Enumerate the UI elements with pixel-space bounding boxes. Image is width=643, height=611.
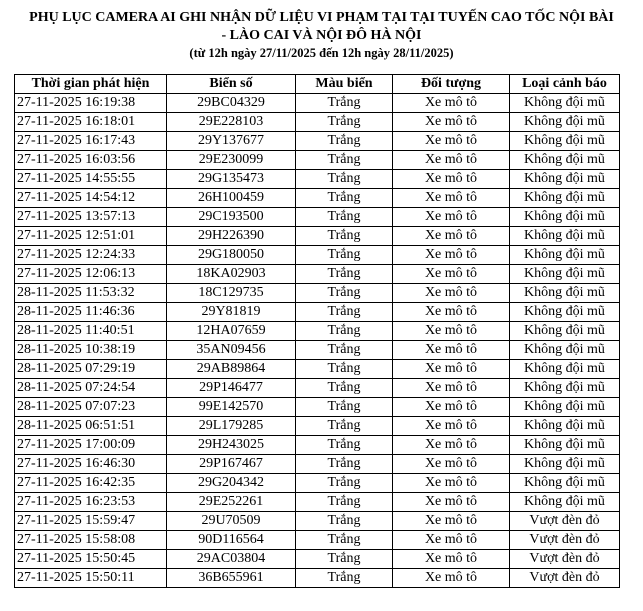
cell-plate-number: 29G180050 <box>167 246 296 265</box>
cell-detection-time: 27-11-2025 12:51:01 <box>15 227 167 246</box>
table-row <box>15 531 620 550</box>
cell-plate-number: 29E230099 <box>167 151 296 170</box>
cell-warning-type: Không đội mũ <box>510 436 620 455</box>
cell-detection-time: 28-11-2025 07:24:54 <box>15 379 167 398</box>
cell-vehicle-type: Xe mô tô <box>393 170 510 189</box>
cell-detection-time: 27-11-2025 16:23:53 <box>15 493 167 512</box>
header-plate-number: Biển số <box>167 75 296 94</box>
table-header-row <box>15 75 620 94</box>
cell-warning-type: Không đội mũ <box>510 189 620 208</box>
cell-plate-number: 29E252261 <box>167 493 296 512</box>
cell-warning-type: Không đội mũ <box>510 113 620 132</box>
cell-detection-time: 28-11-2025 07:07:23 <box>15 398 167 417</box>
cell-vehicle-type: Xe mô tô <box>393 512 510 531</box>
cell-detection-time: 27-11-2025 15:59:47 <box>15 512 167 531</box>
table-row <box>15 474 620 493</box>
cell-warning-type: Vượt đèn đỏ <box>510 531 620 550</box>
header-vehicle-type: Đối tượng <box>393 75 510 94</box>
table-row <box>15 493 620 512</box>
table-row <box>15 151 620 170</box>
cell-vehicle-type: Xe mô tô <box>393 246 510 265</box>
cell-warning-type: Không đội mũ <box>510 398 620 417</box>
table-row <box>15 455 620 474</box>
cell-warning-type: Vượt đèn đỏ <box>510 569 620 588</box>
cell-plate-color: Trắng <box>296 417 393 436</box>
table-row <box>15 170 620 189</box>
cell-vehicle-type: Xe mô tô <box>393 550 510 569</box>
cell-plate-color: Trắng <box>296 474 393 493</box>
cell-detection-time: 27-11-2025 14:55:55 <box>15 170 167 189</box>
cell-warning-type: Không đội mũ <box>510 360 620 379</box>
cell-plate-number: 99E142570 <box>167 398 296 417</box>
table-row <box>15 379 620 398</box>
cell-vehicle-type: Xe mô tô <box>393 113 510 132</box>
cell-vehicle-type: Xe mô tô <box>393 227 510 246</box>
cell-detection-time: 27-11-2025 16:18:01 <box>15 113 167 132</box>
cell-plate-color: Trắng <box>296 379 393 398</box>
cell-warning-type: Không đội mũ <box>510 455 620 474</box>
cell-detection-time: 27-11-2025 13:57:13 <box>15 208 167 227</box>
cell-vehicle-type: Xe mô tô <box>393 322 510 341</box>
cell-warning-type: Không đội mũ <box>510 132 620 151</box>
cell-plate-number: 29E228103 <box>167 113 296 132</box>
cell-detection-time: 27-11-2025 15:50:11 <box>15 569 167 588</box>
cell-detection-time: 27-11-2025 14:54:12 <box>15 189 167 208</box>
cell-warning-type: Không đội mũ <box>510 246 620 265</box>
cell-plate-color: Trắng <box>296 265 393 284</box>
cell-vehicle-type: Xe mô tô <box>393 189 510 208</box>
cell-plate-color: Trắng <box>296 531 393 550</box>
cell-plate-number: 35AN09456 <box>167 341 296 360</box>
table-row <box>15 227 620 246</box>
cell-plate-number: 29Y81819 <box>167 303 296 322</box>
cell-detection-time: 27-11-2025 12:06:13 <box>15 265 167 284</box>
cell-vehicle-type: Xe mô tô <box>393 284 510 303</box>
cell-vehicle-type: Xe mô tô <box>393 474 510 493</box>
cell-plate-number: 29H243025 <box>167 436 296 455</box>
cell-vehicle-type: Xe mô tô <box>393 265 510 284</box>
cell-vehicle-type: Xe mô tô <box>393 436 510 455</box>
header-detection-time: Thời gian phát hiện <box>15 75 167 94</box>
cell-warning-type: Không đội mũ <box>510 284 620 303</box>
cell-detection-time: 28-11-2025 11:40:51 <box>15 322 167 341</box>
cell-warning-type: Không đội mũ <box>510 474 620 493</box>
cell-detection-time: 28-11-2025 06:51:51 <box>15 417 167 436</box>
table-row <box>15 94 620 113</box>
cell-warning-type: Không đội mũ <box>510 265 620 284</box>
cell-warning-type: Không đội mũ <box>510 341 620 360</box>
table-row <box>15 436 620 455</box>
cell-vehicle-type: Xe mô tô <box>393 417 510 436</box>
table-row <box>15 360 620 379</box>
cell-vehicle-type: Xe mô tô <box>393 151 510 170</box>
cell-warning-type: Không đội mũ <box>510 208 620 227</box>
cell-plate-color: Trắng <box>296 246 393 265</box>
cell-vehicle-type: Xe mô tô <box>393 398 510 417</box>
cell-warning-type: Không đội mũ <box>510 493 620 512</box>
table-row <box>15 246 620 265</box>
cell-warning-type: Không đội mũ <box>510 379 620 398</box>
cell-plate-number: 18C129735 <box>167 284 296 303</box>
cell-detection-time: 27-11-2025 16:03:56 <box>15 151 167 170</box>
violation-table <box>14 74 620 588</box>
cell-plate-color: Trắng <box>296 151 393 170</box>
cell-plate-color: Trắng <box>296 398 393 417</box>
cell-warning-type: Không đội mũ <box>510 227 620 246</box>
cell-detection-time: 27-11-2025 15:50:45 <box>15 550 167 569</box>
cell-plate-color: Trắng <box>296 170 393 189</box>
cell-vehicle-type: Xe mô tô <box>393 455 510 474</box>
cell-detection-time: 27-11-2025 12:24:33 <box>15 246 167 265</box>
cell-plate-number: 29P146477 <box>167 379 296 398</box>
cell-plate-number: 29Y137677 <box>167 132 296 151</box>
document-title-line-1: PHỤ LỤC CAMERA AI GHI NHẬN DỮ LIỆU VI PHẠM TẠI TẠI TUYẾN CAO TỐC NỘI BÀI <box>29 10 614 25</box>
cell-vehicle-type: Xe mô tô <box>393 94 510 113</box>
cell-vehicle-type: Xe mô tô <box>393 569 510 588</box>
cell-vehicle-type: Xe mô tô <box>393 341 510 360</box>
table-row <box>15 113 620 132</box>
cell-plate-number: 12HA07659 <box>167 322 296 341</box>
cell-detection-time: 27-11-2025 17:00:09 <box>15 436 167 455</box>
cell-plate-color: Trắng <box>296 322 393 341</box>
document-subtitle: (từ 12h ngày 27/11/2025 đến 12h ngày 28/11/2025) <box>189 46 454 60</box>
table-row <box>15 417 620 436</box>
table-row <box>15 322 620 341</box>
cell-vehicle-type: Xe mô tô <box>393 379 510 398</box>
cell-plate-number: 29U70509 <box>167 512 296 531</box>
cell-vehicle-type: Xe mô tô <box>393 208 510 227</box>
cell-plate-color: Trắng <box>296 189 393 208</box>
table-row <box>15 303 620 322</box>
cell-warning-type: Không đội mũ <box>510 322 620 341</box>
cell-vehicle-type: Xe mô tô <box>393 303 510 322</box>
table-row <box>15 265 620 284</box>
cell-plate-number: 29G135473 <box>167 170 296 189</box>
table-row <box>15 189 620 208</box>
document-heading <box>0 0 643 61</box>
cell-plate-color: Trắng <box>296 512 393 531</box>
cell-plate-color: Trắng <box>296 284 393 303</box>
table-row <box>15 569 620 588</box>
cell-plate-number: 29BC04329 <box>167 94 296 113</box>
cell-plate-number: 29AC03804 <box>167 550 296 569</box>
cell-warning-type: Không đội mũ <box>510 151 620 170</box>
table-row <box>15 398 620 417</box>
cell-plate-color: Trắng <box>296 436 393 455</box>
cell-plate-color: Trắng <box>296 455 393 474</box>
table-row <box>15 512 620 531</box>
cell-plate-color: Trắng <box>296 550 393 569</box>
cell-warning-type: Vượt đèn đỏ <box>510 550 620 569</box>
cell-plate-number: 26H100459 <box>167 189 296 208</box>
cell-plate-color: Trắng <box>296 493 393 512</box>
cell-detection-time: 27-11-2025 16:17:43 <box>15 132 167 151</box>
cell-plate-color: Trắng <box>296 132 393 151</box>
cell-plate-color: Trắng <box>296 341 393 360</box>
header-plate-color: Màu biển <box>296 75 393 94</box>
cell-vehicle-type: Xe mô tô <box>393 493 510 512</box>
cell-plate-number: 29C193500 <box>167 208 296 227</box>
cell-plate-number: 29P167467 <box>167 455 296 474</box>
cell-detection-time: 27-11-2025 16:46:30 <box>15 455 167 474</box>
cell-vehicle-type: Xe mô tô <box>393 360 510 379</box>
cell-plate-number: 29H226390 <box>167 227 296 246</box>
cell-plate-color: Trắng <box>296 569 393 588</box>
cell-vehicle-type: Xe mô tô <box>393 531 510 550</box>
cell-detection-time: 27-11-2025 16:42:35 <box>15 474 167 493</box>
cell-detection-time: 27-11-2025 16:19:38 <box>15 94 167 113</box>
cell-plate-number: 90D116564 <box>167 531 296 550</box>
cell-plate-color: Trắng <box>296 208 393 227</box>
cell-warning-type: Không đội mũ <box>510 94 620 113</box>
table-row <box>15 132 620 151</box>
cell-detection-time: 28-11-2025 10:38:19 <box>15 341 167 360</box>
cell-warning-type: Vượt đèn đỏ <box>510 512 620 531</box>
table-row <box>15 284 620 303</box>
cell-detection-time: 27-11-2025 15:58:08 <box>15 531 167 550</box>
cell-detection-time: 28-11-2025 07:29:19 <box>15 360 167 379</box>
cell-plate-number: 29G204342 <box>167 474 296 493</box>
cell-detection-time: 28-11-2025 11:53:32 <box>15 284 167 303</box>
cell-plate-color: Trắng <box>296 360 393 379</box>
table-body <box>15 94 620 588</box>
document-title-line-2: - LÀO CAI VÀ NỘI ĐÔ HÀ NỘI <box>221 28 422 43</box>
table-row <box>15 208 620 227</box>
cell-vehicle-type: Xe mô tô <box>393 132 510 151</box>
cell-plate-number: 29L179285 <box>167 417 296 436</box>
cell-warning-type: Không đội mũ <box>510 170 620 189</box>
cell-plate-number: 36B655961 <box>167 569 296 588</box>
cell-plate-color: Trắng <box>296 227 393 246</box>
table-row <box>15 341 620 360</box>
cell-detection-time: 28-11-2025 11:46:36 <box>15 303 167 322</box>
cell-plate-color: Trắng <box>296 303 393 322</box>
header-warning-type: Loại cảnh báo <box>510 75 620 94</box>
cell-plate-number: 18KA02903 <box>167 265 296 284</box>
cell-plate-color: Trắng <box>296 94 393 113</box>
cell-warning-type: Không đội mũ <box>510 303 620 322</box>
table-row <box>15 550 620 569</box>
cell-plate-number: 29AB89864 <box>167 360 296 379</box>
cell-warning-type: Không đội mũ <box>510 417 620 436</box>
cell-plate-color: Trắng <box>296 113 393 132</box>
